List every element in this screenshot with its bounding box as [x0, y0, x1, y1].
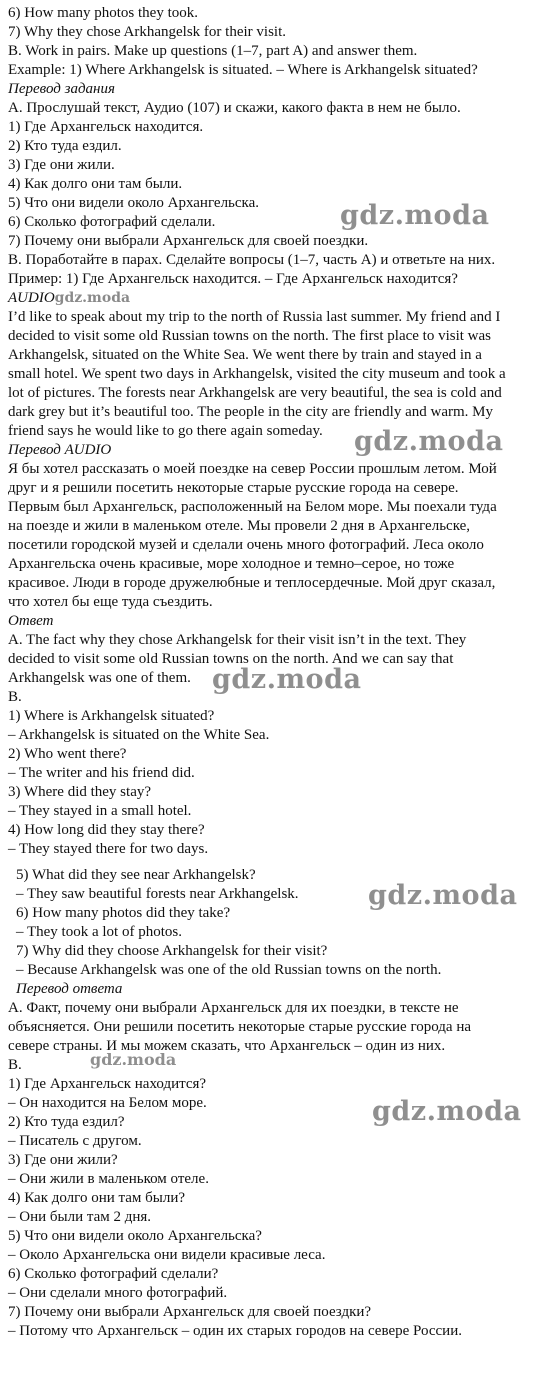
text-line: 4) How long did they stay there?	[8, 822, 205, 838]
watermark-logo: gdz.moda	[372, 1096, 522, 1127]
text-line: – They stayed there for two days.	[8, 841, 209, 857]
text-line: на поезде и жили в маленьком отеле. Мы провели 2 дня в Архангельске,	[8, 518, 471, 534]
text-line: 4) Как долго они там были.	[8, 176, 183, 192]
text-line: A. The fact why they chose Arkhangelsk for their visit isn’t in the text. They	[8, 632, 467, 648]
text-line: – They saw beautiful forests near Arkhangelsk.	[16, 886, 299, 902]
text-line: – Писатель с другом.	[8, 1133, 142, 1149]
text-line: 5) Что они видели около Архангельска.	[8, 195, 260, 211]
text-line: lot of pictures. The forests near Arkhangelsk are very beautiful, the sea is cold and	[8, 385, 502, 401]
text-line: 5) Что они видели около Архангельска?	[8, 1228, 262, 1244]
watermark-logo: gdz.moda	[368, 880, 518, 911]
text-line: А. Факт, почему они выбрали Архангельск для их поездки, в тексте не	[8, 1000, 459, 1016]
text-line: 7) Почему они выбрали Архангельск для своей поездки?	[8, 1304, 372, 1320]
text-line: 3) Где они жили?	[8, 1152, 118, 1168]
text-line: 7) Why did they choose Arkhangelsk for their visit?	[16, 943, 328, 959]
text-line: 6) Сколько фотографий сделали?	[8, 1266, 219, 1282]
text-line: – Они жили в маленьком отеле.	[8, 1171, 209, 1187]
text-line: 5) What did they see near Arkhangelsk?	[16, 867, 256, 883]
text-line: – Потому что Архангельск – один их старых городов на севере России.	[8, 1323, 462, 1339]
text-line: – Он находится на Белом море.	[8, 1095, 207, 1111]
text-line: 3) Where did they stay?	[8, 784, 152, 800]
section-heading: Перевод AUDIO	[8, 442, 112, 458]
text-line: – They took a lot of photos.	[16, 924, 182, 940]
watermark-logo: gdz.moda	[340, 200, 490, 231]
audio-heading: AUDIO	[8, 290, 55, 306]
text-line: что хотел бы еще туда съездить.	[8, 594, 213, 610]
text-line: – The writer and his friend did.	[8, 765, 195, 781]
text-line: 1) Где Архангельск находится.	[8, 119, 204, 135]
text-line: decided to visit some old Russian towns on the north. The first place to visit was	[8, 328, 491, 344]
text-line: Я бы хотел рассказать о моей поездке на север России прошлым летом. Мой	[8, 461, 497, 477]
text-line: decided to visit some old Russian towns on the north. And we can say that	[8, 651, 454, 667]
text-line: А. Прослушай текст, Аудио (107) и скажи, какого факта в нем не было.	[8, 100, 461, 116]
text-line: – Они сделали много фотографий.	[8, 1285, 228, 1301]
text-line: Первым был Архангельск, расположенный на Белом море. Мы поехали туда	[8, 499, 497, 515]
text-line: small hotel. We spent two days in Arkhangelsk, visited the city museum and took a	[8, 366, 506, 382]
text-line: севере страны. И мы можем сказать, что Архангельск – один из них.	[8, 1038, 446, 1054]
watermark-logo: gdz.moda	[54, 290, 131, 306]
text-line: Arkhangelsk, situated on the White Sea. We went there by train and stayed in a	[8, 347, 482, 363]
watermark-logo: gdz.moda	[212, 664, 362, 695]
text-line: 4) Как долго они там были?	[8, 1190, 186, 1206]
text-line: 2) Кто туда ездил.	[8, 138, 122, 154]
text-line: 2) Кто туда ездил?	[8, 1114, 125, 1130]
text-line: 3) Где они жили.	[8, 157, 115, 173]
text-line: dark grey but it’s beautiful too. The people in the city are friendly and warm. My	[8, 404, 494, 420]
text-line: 2) Who went there?	[8, 746, 127, 762]
watermark-logo: gdz.moda	[90, 1050, 177, 1069]
text-line: – Arkhangelsk is situated on the White Sea.	[8, 727, 270, 743]
section-heading: Перевод задания	[8, 81, 115, 97]
text-line: 1) Где Архангельск находится?	[8, 1076, 207, 1092]
text-line: – Because Arkhangelsk was one of the old Russian towns on the north.	[16, 962, 442, 978]
text-line: 7) Почему они выбрали Архангельск для своей поездки.	[8, 233, 369, 249]
text-line: friend says he would like to go there again someday.	[8, 423, 323, 439]
text-line: В. Поработайте в парах. Сделайте вопросы (1–7, часть А) и ответьте на них.	[8, 252, 496, 268]
text-line: B.	[8, 689, 22, 705]
text-line: посетили городской музей и сделали очень много фотографий. Леса около	[8, 537, 484, 553]
section-heading	[8, 289, 130, 307]
section-heading: Ответ	[8, 613, 54, 629]
text-line: Example: 1) Where Arkhangelsk is situated. – Where is Arkhangelsk situated?	[8, 62, 478, 78]
text-line: Arkhangelsk was one of them.	[8, 670, 191, 686]
text-line: 7) Why they chose Arkhangelsk for their visit.	[8, 24, 286, 40]
text-line: друг и я решили посетить некоторые старые русские города на севере.	[8, 480, 459, 496]
text-line: объясняется. Они решили посетить некоторые старые русские города на	[8, 1019, 472, 1035]
text-line: 6) How many photos did they take?	[16, 905, 231, 921]
text-line: Архангельска очень красивые, море холодное и темно–серое, но тоже	[8, 556, 455, 572]
text-line: – Они были там 2 дня.	[8, 1209, 152, 1225]
text-line: B. Work in pairs. Make up questions (1–7, part A) and answer them.	[8, 43, 418, 59]
text-line: 6) How many photos they took.	[8, 5, 198, 21]
watermark-logo: gdz.moda	[354, 426, 504, 457]
section-heading: Перевод ответа	[16, 981, 123, 997]
text-line: красивое. Люди в городе дружелюбные и теплосердечные. Мой друг сказал,	[8, 575, 496, 591]
text-line: – They stayed in a small hotel.	[8, 803, 192, 819]
text-line: 6) Сколько фотографий сделали.	[8, 214, 216, 230]
text-line: – Около Архангельска они видели красивые леса.	[8, 1247, 326, 1263]
text-line: Пример: 1) Где Архангельск находится. – Где Архангельск находится?	[8, 271, 458, 287]
text-line: I’d like to speak about my trip to the north of Russia last summer. My friend and I	[8, 309, 501, 325]
text-line: 1) Where is Arkhangelsk situated?	[8, 708, 215, 724]
text-line: В.	[8, 1057, 22, 1073]
